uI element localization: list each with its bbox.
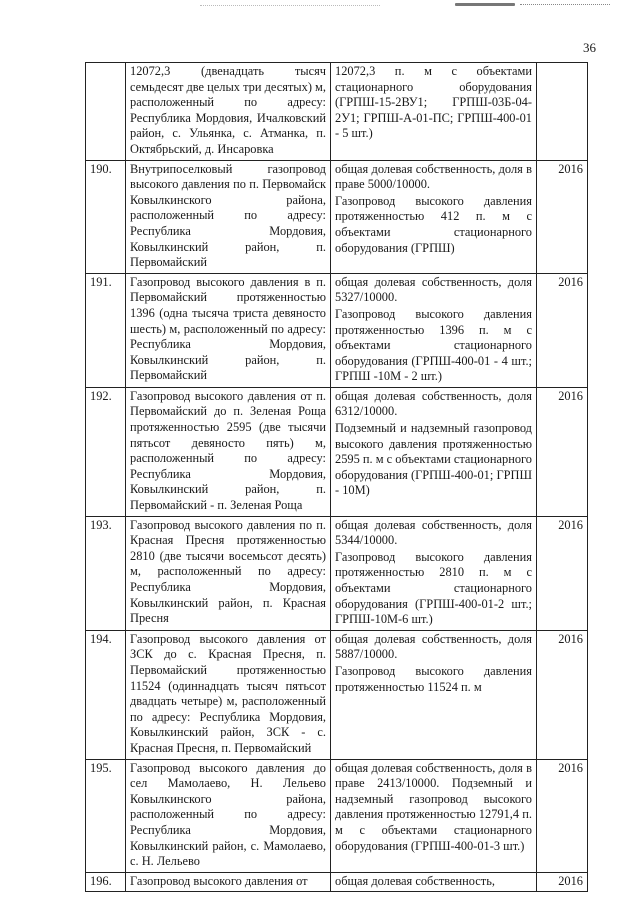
table-row (86, 387, 588, 516)
row-number: 190. (86, 160, 126, 273)
ownership-details (331, 516, 537, 630)
pipeline-details: Газопровод высокого давления протяженностью 412 п. м с объектами стационарного оборудования (ГРПШ) (335, 193, 532, 255)
registration-year: 2016 (537, 759, 588, 872)
object-description: Внутрипоселковый газопровод высокого давления по п. Первомайск Ковылкинского района, расположенный по адресу: Республика Мордовия, Ковылкинский район, п. Первомайский (126, 160, 331, 273)
ownership-details (331, 387, 537, 516)
object-description: Газопровод высокого давления по п. Красная Пресня протяженностью 2810 (две тысячи восемьсот десять) м, расположенный по адресу: Республика Мордовия, Ковылкинский район, п. Красная Пресня (126, 516, 331, 630)
pipeline-details: Газопровод высокого давления протяженностью 11524 п. м (335, 663, 532, 694)
pipeline-details: Подземный и надземный газопровод высокого давления протяженностью 2595 п. м с объектами стационарного оборудования (ГРПШ-400-01; ГРПШ - 10М) (335, 421, 532, 498)
registration-year: 2016 (537, 273, 588, 387)
scan-artifact (455, 3, 515, 6)
pipeline-details: Газопровод высокого давления протяженностью 1396 п. м с объектами стационарного оборудования (ГРПШ-400-01 - 4 шт.; ГРПШ -10М - 2 шт.) (335, 306, 532, 384)
object-description: Газопровод высокого давления от ЗСК до с. Красная Пресня, п. Первомайский протяженностью 11524 (одиннадцать тысяч пятьсот двадцать четыре) м, расположенный по адресу: Республика Мордовия, Ковылкинский район, ЗСК - с. Красная Пресня, п. Первомайский (126, 630, 331, 759)
ownership-share: общая долевая собственность, доля 5344/10000. (335, 517, 532, 548)
ownership-share: общая долевая собственность, доля 5327/10000. (335, 274, 532, 305)
ownership-details (331, 63, 537, 161)
registration-year (537, 63, 588, 161)
row-number: 194. (86, 630, 126, 759)
table-row (86, 160, 588, 273)
ownership-details (331, 630, 537, 759)
registration-year: 2016 (537, 160, 588, 273)
ownership-share: общая долевая собственность, доля 5887/10000. (335, 631, 532, 662)
ownership-share: общая долевая собственность, доля в праве 5000/10000. (335, 161, 532, 192)
table-row (86, 273, 588, 387)
pipeline-details: Газопровод высокого давления протяженностью 2810 п. м с объектами стационарного оборудования (ГРПШ-400-01-2 шт.; ГРПШ-10М-6 шт.) (335, 549, 532, 627)
object-description: Газопровод высокого давления в п. Первомайский протяженностью 1396 (одна тысяча триста девяносто шесть) м, расположенный по адресу: Республика Мордовия, Ковылкинский район, п. Первомайский (126, 273, 331, 387)
ownership-share: общая долевая собственность, доля 6312/10000. (335, 388, 532, 419)
registration-year: 2016 (537, 387, 588, 516)
row-number: 195. (86, 759, 126, 872)
scan-artifact (520, 4, 610, 6)
row-number: 191. (86, 273, 126, 387)
row-number: 196. (86, 872, 126, 892)
table-row (86, 516, 588, 630)
object-description: Газопровод высокого давления до сел Мамолаево, Н. Лельево Ковылкинского района, расположенный по адресу: Республика Мордовия, Ковылкинский район, с. Мамолаево, с. Н. Лельево (126, 759, 331, 872)
ownership-details (331, 160, 537, 273)
object-description: Газопровод высокого давления от п. Первомайский до п. Зеленая Роща протяженностью 2595 (две тысячи пятьсот девяносто пять) м, расположенный по адресу: Республика Мордовия, Ковылкинский район, п. Первомайский - п. Зеленая Роща (126, 387, 331, 516)
ownership-details (331, 273, 537, 387)
registration-year: 2016 (537, 872, 588, 892)
scan-artifact (200, 5, 380, 7)
table-row (86, 63, 588, 161)
table-row (86, 759, 588, 872)
registration-year: 2016 (537, 630, 588, 759)
row-number: 193. (86, 516, 126, 630)
row-number (86, 63, 126, 161)
object-description: Газопровод высокого давления от (126, 872, 331, 892)
ownership-line: 12072,3 п. м с объектами стационарного оборудования (ГРПШ-15-2ВУ1; ГРПШ-03Б-04-2У1; ГРПШ-А-01-ПС; ГРПШ-400-01 - 5 шт.) (335, 64, 532, 141)
page-number: 36 (583, 40, 596, 55)
property-registry-table (85, 62, 588, 892)
table-row (86, 872, 588, 892)
table-row (86, 630, 588, 759)
ownership-share: общая долевая собственность, (335, 873, 495, 888)
ownership-share: общая долевая собственность, доля в праве 2413/10000. Подземный и надземный газопровод высокого давления протяженностью 12791,4 п. м с объектами стационарного оборудования (ГРПШ-400-01-3 шт.) (335, 760, 532, 853)
registration-year: 2016 (537, 516, 588, 630)
object-description: 12072,3 (двенадцать тысяч семьдесят две целых три десятых) м, расположенный по адресу: Республика Мордовия, Ичалковский район, с. Ульянка, с. Атманка, п. Октябрьский, д. Инсаровка (126, 63, 331, 161)
ownership-details (331, 759, 537, 872)
ownership-details (331, 872, 537, 892)
row-number: 192. (86, 387, 126, 516)
